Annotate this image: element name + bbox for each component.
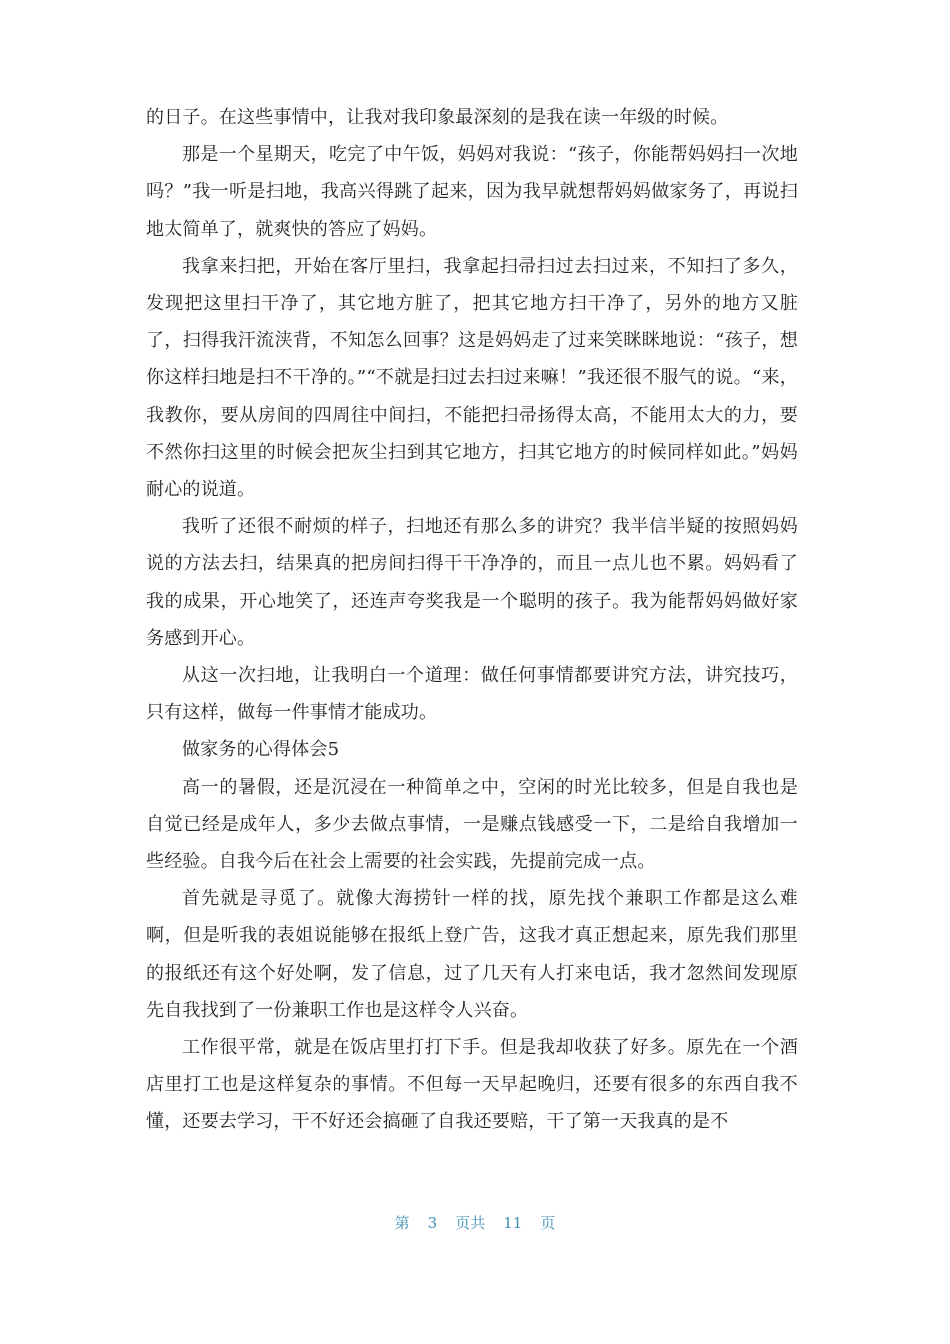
paragraph: 工作很平常，就是在饭店里打打下手。但是我却收获了好多。原先在一个酒店里打工也是这样复杂的事情。不但每一天早起晚归，还要有很多的东西自我不懂，还要去学习，干不好还会搞砸了自我还要赔，干了第一天我真的是不 [146,1037,798,1133]
section-heading: 做家务的心得体会5 [182,739,340,761]
footer-prefix: 第 [394,1214,410,1232]
footer-suffix: 页 [540,1214,556,1232]
paragraph: 那是一个星期天，吃完了中午饭，妈妈对我说：“孩子，你能帮妈妈扫一次地吗？”我一听是扫地，我高兴得跳了起来，因为我早就想帮妈妈做家务了，再说扫地太简单了，就爽快的答应了妈妈。 [146,144,798,240]
paragraph: 高一的暑假，还是沉浸在一种简单之中，空闲的时光比较多，但是自我也是自觉已经是成年人，多少去做点事情，一是赚点钱感受一下，二是给自我增加一些经验。自我今后在社会上需要的社会实践，先提前完成一点。 [146,776,798,873]
footer-total-pages: 11 [503,1214,523,1232]
paragraph: 我听了还很不耐烦的样子，扫地还有那么多的讲究？我半信半疑的按照妈妈说的方法去扫，结果真的把房间扫得干干净净的，而且一点儿也不累。妈妈看了我的成果，开心地笑了，还连声夸奖我是一个聪明的孩子。我为能帮妈妈做好家务感到开心。 [146,516,798,649]
paragraph: 从这一次扫地，让我明白一个道理：做任何事情都要讲究方法，讲究技巧，只有这样，做每一件事情才能成功。 [146,665,798,724]
paragraph-continued: 的日子。在这些事情中，让我对我印象最深刻的是我在读一年级的时候。 [146,107,729,128]
page-footer [0,1212,950,1233]
footer-middle: 页共 [455,1214,486,1232]
paragraph: 首先就是寻觅了。就像大海捞针一样的找，原先找个兼职工作都是这么难啊，但是听我的表姐说能够在报纸上登广告，这我才真正想起来，原先我们那里的报纸还有这个好处啊，发了信息，过了几天有人打来电话，我才忽然间发现原先自我找到了一份兼职工作也是这样令人兴奋。 [146,888,798,1021]
document-body [146,99,798,1141]
paragraph: 我拿来扫把，开始在客厅里扫，我拿起扫帚扫过去扫过来，不知扫了多久，发现把这里扫干净了，其它地方脏了，把其它地方扫干净了，另外的地方又脏了，扫得我汗流浃背，不知怎么回事？这是妈妈走了过来笑眯眯地说：“孩子，想你这样扫地是扫不干净的。”“不就是扫过去扫过来嘛！”我还很不服气的说。“来，我教你，要从房间的四周往中间扫，不能把扫帚扬得太高，不能用太大的力，要不然你扫这里的时候会把灰尘扫到其它地方，扫其它地方的时候同样如此。”妈妈耐心的说道。 [146,255,798,501]
footer-current-page: 3 [427,1214,438,1232]
